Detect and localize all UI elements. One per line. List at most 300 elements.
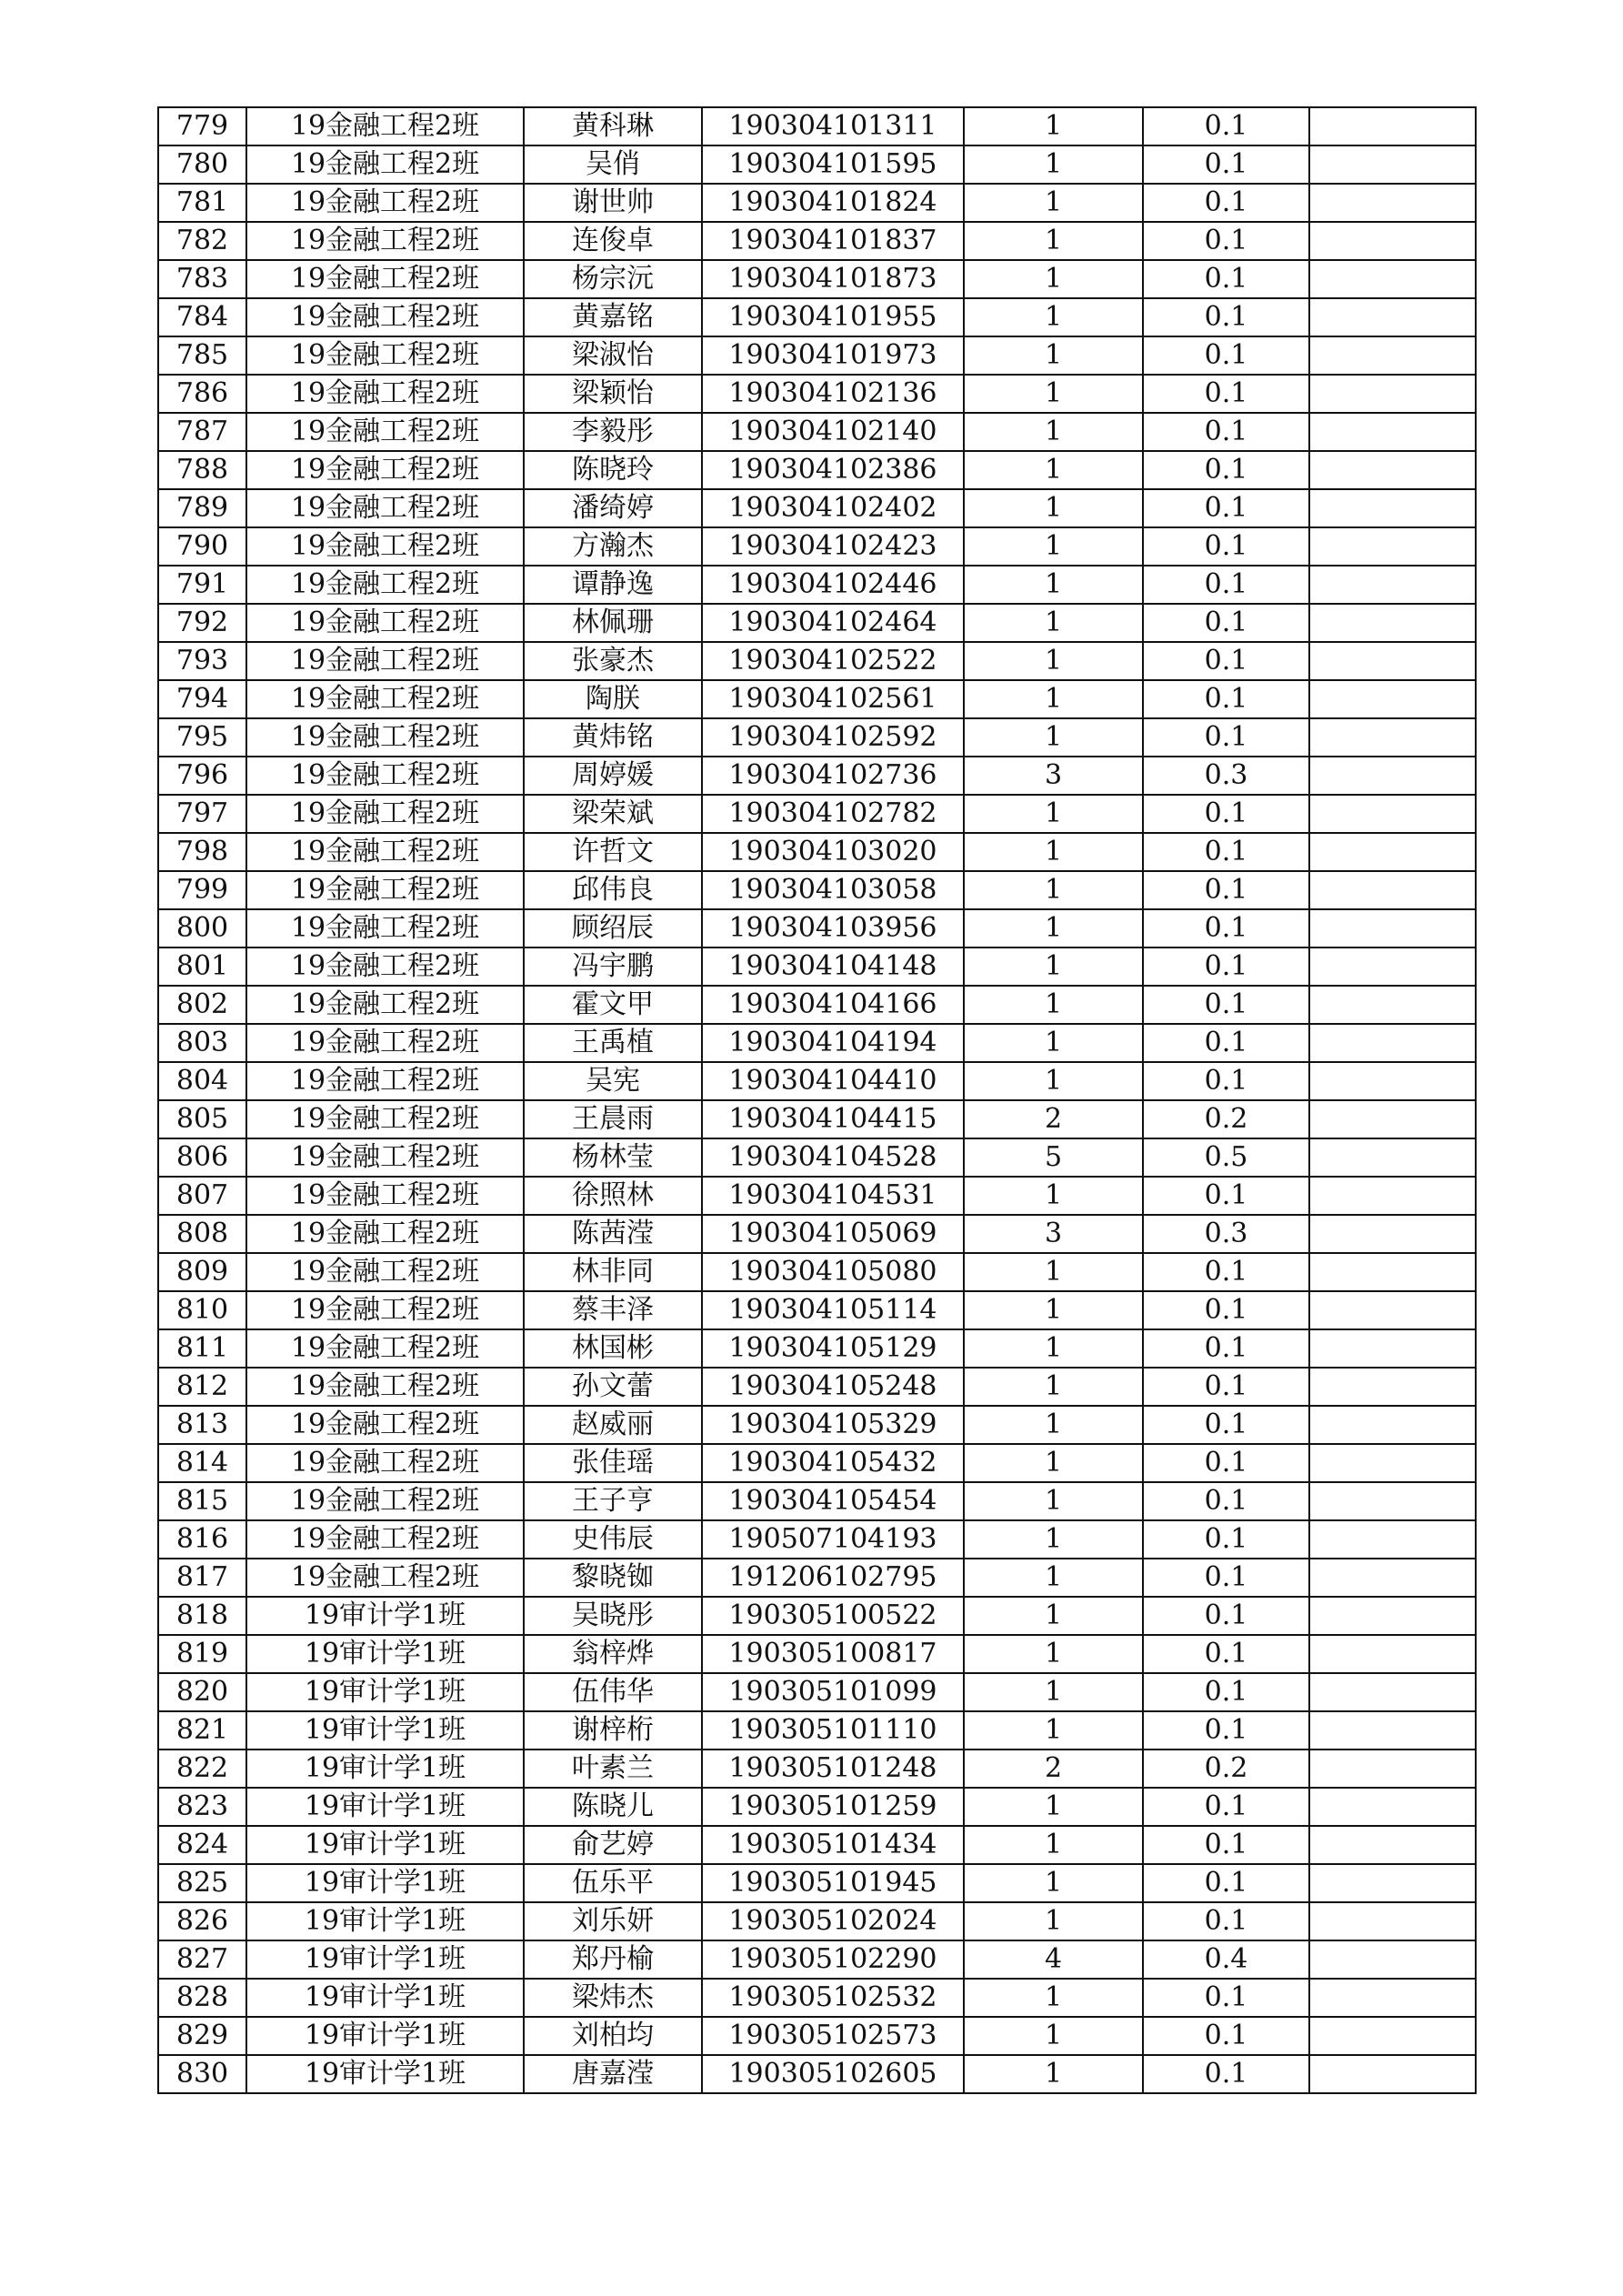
class-name-cell: 19金融工程2班 [246,375,524,413]
score-cell: 0.1 [1143,1788,1309,1826]
count-cell: 1 [964,527,1143,566]
student-name-cell: 翁梓烨 [524,1635,702,1673]
count-cell: 1 [964,1368,1143,1406]
count-cell: 3 [964,1215,1143,1253]
row-number-cell: 810 [158,1291,246,1329]
score-table [157,106,1477,2094]
class-name-cell: 19审计学1班 [246,2055,524,2093]
student-name-cell: 杨林莹 [524,1138,702,1177]
class-name-cell: 19审计学1班 [246,1979,524,2017]
row-number-cell: 786 [158,375,246,413]
score-cell: 0.1 [1143,642,1309,680]
table-row [158,184,1476,222]
table-row [158,1100,1476,1138]
student-id-cell: 190305101248 [702,1750,964,1788]
score-cell: 0.1 [1143,1444,1309,1482]
student-id-cell: 190304104410 [702,1062,964,1100]
count-cell: 1 [964,336,1143,375]
row-number-cell: 797 [158,795,246,833]
remark-cell [1309,1940,1476,1979]
score-cell: 0.1 [1143,1062,1309,1100]
table-row [158,566,1476,604]
student-id-cell: 190304105080 [702,1253,964,1291]
student-name-cell: 叶素兰 [524,1750,702,1788]
remark-cell [1309,1559,1476,1597]
student-name-cell: 郑丹榆 [524,1940,702,1979]
table-row [158,1902,1476,1940]
count-cell: 1 [964,1291,1143,1329]
class-name-cell: 19金融工程2班 [246,451,524,489]
student-name-cell: 王晨雨 [524,1100,702,1138]
student-name-cell: 梁颖怡 [524,375,702,413]
row-number-cell: 815 [158,1482,246,1520]
table-row [158,1368,1476,1406]
score-cell: 0.2 [1143,1100,1309,1138]
count-cell: 1 [964,909,1143,947]
count-cell: 1 [964,1482,1143,1520]
remark-cell [1309,909,1476,947]
score-cell: 0.1 [1143,413,1309,451]
remark-cell [1309,1864,1476,1902]
table-row [158,527,1476,566]
row-number-cell: 798 [158,833,246,871]
row-number-cell: 790 [158,527,246,566]
student-name-cell: 黄嘉铭 [524,298,702,336]
class-name-cell: 19金融工程2班 [246,1368,524,1406]
count-cell: 1 [964,1864,1143,1902]
score-cell: 0.1 [1143,947,1309,986]
remark-cell [1309,1673,1476,1711]
table-row [158,1291,1476,1329]
remark-cell [1309,1520,1476,1559]
table-row [158,1864,1476,1902]
score-cell: 0.1 [1143,2055,1309,2093]
class-name-cell: 19金融工程2班 [246,527,524,566]
remark-cell [1309,947,1476,986]
student-id-cell: 190304102592 [702,718,964,757]
row-number-cell: 795 [158,718,246,757]
table-row [158,298,1476,336]
student-id-cell: 190304105329 [702,1406,964,1444]
score-cell: 0.1 [1143,1291,1309,1329]
remark-cell [1309,489,1476,527]
remark-cell [1309,1100,1476,1138]
score-cell: 0.1 [1143,986,1309,1024]
count-cell: 1 [964,1177,1143,1215]
table-row [158,1940,1476,1979]
remark-cell [1309,757,1476,795]
count-cell: 1 [964,1406,1143,1444]
remark-cell [1309,871,1476,909]
table-row [158,947,1476,986]
row-number-cell: 796 [158,757,246,795]
count-cell: 1 [964,1597,1143,1635]
remark-cell [1309,604,1476,642]
class-name-cell: 19金融工程2班 [246,757,524,795]
count-cell: 1 [964,1520,1143,1559]
class-name-cell: 19金融工程2班 [246,947,524,986]
student-name-cell: 李毅彤 [524,413,702,451]
student-name-cell: 许哲文 [524,833,702,871]
score-cell: 0.1 [1143,566,1309,604]
row-number-cell: 784 [158,298,246,336]
table-row [158,1711,1476,1750]
student-name-cell: 陶朕 [524,680,702,718]
student-name-cell: 方瀚杰 [524,527,702,566]
student-name-cell: 吴晓彤 [524,1597,702,1635]
table-row [158,2055,1476,2093]
student-id-cell: 190304103058 [702,871,964,909]
remark-cell [1309,1711,1476,1750]
remark-cell [1309,1291,1476,1329]
student-id-cell: 190304105454 [702,1482,964,1520]
student-id-cell: 190305102290 [702,1940,964,1979]
row-number-cell: 817 [158,1559,246,1597]
table-row [158,1138,1476,1177]
score-cell: 0.1 [1143,1024,1309,1062]
class-name-cell: 19金融工程2班 [246,1406,524,1444]
remark-cell [1309,527,1476,566]
remark-cell [1309,1138,1476,1177]
table-row [158,986,1476,1024]
class-name-cell: 19金融工程2班 [246,833,524,871]
student-id-cell: 190304101311 [702,107,964,145]
student-name-cell: 谢世帅 [524,184,702,222]
student-id-cell: 190304101955 [702,298,964,336]
count-cell: 1 [964,1788,1143,1826]
row-number-cell: 816 [158,1520,246,1559]
row-number-cell: 794 [158,680,246,718]
score-cell: 0.1 [1143,336,1309,375]
table-row [158,1520,1476,1559]
remark-cell [1309,1750,1476,1788]
count-cell: 1 [964,2017,1143,2055]
count-cell: 1 [964,1444,1143,1482]
student-id-cell: 190305101259 [702,1788,964,1826]
table-row [158,1482,1476,1520]
student-name-cell: 潘绮婷 [524,489,702,527]
class-name-cell: 19审计学1班 [246,1635,524,1673]
student-id-cell: 190507104193 [702,1520,964,1559]
remark-cell [1309,2055,1476,2093]
student-id-cell: 190304102136 [702,375,964,413]
class-name-cell: 19审计学1班 [246,1597,524,1635]
class-name-cell: 19金融工程2班 [246,1177,524,1215]
score-cell: 0.1 [1143,1253,1309,1291]
student-id-cell: 190304104166 [702,986,964,1024]
table-row [158,909,1476,947]
class-name-cell: 19金融工程2班 [246,1520,524,1559]
row-number-cell: 804 [158,1062,246,1100]
table-row [158,833,1476,871]
remark-cell [1309,566,1476,604]
student-name-cell: 吴宪 [524,1062,702,1100]
count-cell: 1 [964,1902,1143,1940]
score-cell: 0.1 [1143,145,1309,184]
student-id-cell: 190304104528 [702,1138,964,1177]
remark-cell [1309,1597,1476,1635]
row-number-cell: 820 [158,1673,246,1711]
class-name-cell: 19金融工程2班 [246,871,524,909]
class-name-cell: 19金融工程2班 [246,1253,524,1291]
student-id-cell: 190304103956 [702,909,964,947]
table-row [158,451,1476,489]
row-number-cell: 802 [158,986,246,1024]
student-name-cell: 刘乐妍 [524,1902,702,1940]
row-number-cell: 830 [158,2055,246,2093]
score-cell: 0.1 [1143,2017,1309,2055]
table-row [158,680,1476,718]
table-row [158,1826,1476,1864]
remark-cell [1309,833,1476,871]
table-row [158,718,1476,757]
remark-cell [1309,2017,1476,2055]
count-cell: 1 [964,107,1143,145]
student-id-cell: 190304102561 [702,680,964,718]
score-cell: 0.1 [1143,604,1309,642]
remark-cell [1309,1902,1476,1940]
student-name-cell: 徐照林 [524,1177,702,1215]
student-id-cell: 190305102573 [702,2017,964,2055]
count-cell: 1 [964,260,1143,298]
score-cell: 0.1 [1143,833,1309,871]
count-cell: 1 [964,1329,1143,1368]
remark-cell [1309,1024,1476,1062]
student-id-cell: 190304101973 [702,336,964,375]
student-id-cell: 190305101434 [702,1826,964,1864]
row-number-cell: 808 [158,1215,246,1253]
student-name-cell: 伍乐平 [524,1864,702,1902]
class-name-cell: 19审计学1班 [246,1788,524,1826]
count-cell: 1 [964,871,1143,909]
score-cell: 0.1 [1143,1635,1309,1673]
student-name-cell: 孙文蕾 [524,1368,702,1406]
row-number-cell: 779 [158,107,246,145]
table-row [158,107,1476,145]
table-row [158,1329,1476,1368]
class-name-cell: 19金融工程2班 [246,909,524,947]
row-number-cell: 788 [158,451,246,489]
class-name-cell: 19金融工程2班 [246,260,524,298]
student-id-cell: 190304105248 [702,1368,964,1406]
student-name-cell: 顾绍辰 [524,909,702,947]
count-cell: 1 [964,2055,1143,2093]
student-id-cell: 190304102446 [702,566,964,604]
student-id-cell: 190304105069 [702,1215,964,1253]
class-name-cell: 19审计学1班 [246,1826,524,1864]
count-cell: 1 [964,718,1143,757]
count-cell: 1 [964,1062,1143,1100]
count-cell: 1 [964,795,1143,833]
remark-cell [1309,375,1476,413]
student-id-cell: 190305101099 [702,1673,964,1711]
class-name-cell: 19金融工程2班 [246,1138,524,1177]
row-number-cell: 825 [158,1864,246,1902]
class-name-cell: 19金融工程2班 [246,222,524,260]
table-row [158,1062,1476,1100]
score-cell: 0.1 [1143,871,1309,909]
count-cell: 1 [964,1635,1143,1673]
student-id-cell: 190304102736 [702,757,964,795]
student-id-cell: 190304102140 [702,413,964,451]
class-name-cell: 19金融工程2班 [246,1100,524,1138]
score-cell: 0.1 [1143,1902,1309,1940]
remark-cell [1309,1329,1476,1368]
class-name-cell: 19金融工程2班 [246,718,524,757]
table-row [158,1253,1476,1291]
class-name-cell: 19审计学1班 [246,2017,524,2055]
student-id-cell: 190304101824 [702,184,964,222]
score-cell: 0.1 [1143,527,1309,566]
row-number-cell: 789 [158,489,246,527]
student-id-cell: 190304102782 [702,795,964,833]
row-number-cell: 781 [158,184,246,222]
table-row [158,642,1476,680]
class-name-cell: 19金融工程2班 [246,1024,524,1062]
row-number-cell: 793 [158,642,246,680]
count-cell: 1 [964,1253,1143,1291]
class-name-cell: 19金融工程2班 [246,986,524,1024]
student-id-cell: 190304104148 [702,947,964,986]
count-cell: 1 [964,1673,1143,1711]
student-name-cell: 梁荣斌 [524,795,702,833]
student-id-cell: 190304103020 [702,833,964,871]
student-id-cell: 190304101837 [702,222,964,260]
score-table-body [158,107,1476,2093]
row-number-cell: 785 [158,336,246,375]
score-cell: 0.1 [1143,680,1309,718]
student-name-cell: 邱伟良 [524,871,702,909]
student-id-cell: 190305100817 [702,1635,964,1673]
row-number-cell: 818 [158,1597,246,1635]
row-number-cell: 809 [158,1253,246,1291]
score-cell: 0.2 [1143,1750,1309,1788]
score-cell: 0.5 [1143,1138,1309,1177]
count-cell: 1 [964,986,1143,1024]
student-name-cell: 张佳瑶 [524,1444,702,1482]
student-name-cell: 谢梓桁 [524,1711,702,1750]
row-number-cell: 787 [158,413,246,451]
student-name-cell: 谭静逸 [524,566,702,604]
count-cell: 1 [964,298,1143,336]
count-cell: 1 [964,1826,1143,1864]
class-name-cell: 19金融工程2班 [246,795,524,833]
count-cell: 1 [964,489,1143,527]
student-id-cell: 190305101945 [702,1864,964,1902]
student-name-cell: 伍伟华 [524,1673,702,1711]
row-number-cell: 780 [158,145,246,184]
class-name-cell: 19金融工程2班 [246,1329,524,1368]
row-number-cell: 814 [158,1444,246,1482]
table-row [158,2017,1476,2055]
score-cell: 0.1 [1143,1711,1309,1750]
row-number-cell: 806 [158,1138,246,1177]
table-row [158,336,1476,375]
table-row [158,871,1476,909]
student-name-cell: 林非同 [524,1253,702,1291]
remark-cell [1309,1406,1476,1444]
row-number-cell: 807 [158,1177,246,1215]
class-name-cell: 19审计学1班 [246,1711,524,1750]
row-number-cell: 811 [158,1329,246,1368]
student-name-cell: 王禹植 [524,1024,702,1062]
student-id-cell: 190304105129 [702,1329,964,1368]
row-number-cell: 803 [158,1024,246,1062]
score-cell: 0.1 [1143,375,1309,413]
count-cell: 1 [964,1979,1143,2017]
student-name-cell: 梁炜杰 [524,1979,702,2017]
count-cell: 1 [964,413,1143,451]
count-cell: 3 [964,757,1143,795]
remark-cell [1309,1253,1476,1291]
score-cell: 0.3 [1143,1215,1309,1253]
remark-cell [1309,642,1476,680]
table-row [158,604,1476,642]
class-name-cell: 19金融工程2班 [246,604,524,642]
score-cell: 0.1 [1143,795,1309,833]
student-name-cell: 周婷媛 [524,757,702,795]
student-name-cell: 陈晓玲 [524,451,702,489]
class-name-cell: 19审计学1班 [246,1902,524,1940]
class-name-cell: 19金融工程2班 [246,107,524,145]
count-cell: 1 [964,451,1143,489]
score-cell: 0.1 [1143,107,1309,145]
remark-cell [1309,1062,1476,1100]
student-id-cell: 190304102386 [702,451,964,489]
remark-cell [1309,718,1476,757]
student-name-cell: 蔡丰泽 [524,1291,702,1329]
count-cell: 1 [964,947,1143,986]
student-id-cell: 191206102795 [702,1559,964,1597]
remark-cell [1309,1482,1476,1520]
class-name-cell: 19审计学1班 [246,1864,524,1902]
table-row [158,413,1476,451]
table-row [158,1597,1476,1635]
remark-cell [1309,184,1476,222]
score-cell: 0.1 [1143,489,1309,527]
table-row [158,1750,1476,1788]
score-cell: 0.1 [1143,1673,1309,1711]
row-number-cell: 782 [158,222,246,260]
table-row [158,222,1476,260]
remark-cell [1309,680,1476,718]
student-name-cell: 杨宗沅 [524,260,702,298]
row-number-cell: 791 [158,566,246,604]
student-id-cell: 190304102423 [702,527,964,566]
student-name-cell: 黎晓铷 [524,1559,702,1597]
score-cell: 0.1 [1143,1979,1309,2017]
class-name-cell: 19金融工程2班 [246,1062,524,1100]
student-id-cell: 190305100522 [702,1597,964,1635]
score-cell: 0.1 [1143,1406,1309,1444]
row-number-cell: 800 [158,909,246,947]
table-row [158,1444,1476,1482]
table-row [158,145,1476,184]
score-cell: 0.1 [1143,298,1309,336]
student-name-cell: 吴俏 [524,145,702,184]
count-cell: 1 [964,566,1143,604]
remark-cell [1309,1826,1476,1864]
row-number-cell: 821 [158,1711,246,1750]
row-number-cell: 828 [158,1979,246,2017]
count-cell: 1 [964,375,1143,413]
table-row [158,1024,1476,1062]
remark-cell [1309,1788,1476,1826]
remark-cell [1309,1215,1476,1253]
class-name-cell: 19金融工程2班 [246,489,524,527]
table-row [158,260,1476,298]
student-name-cell: 梁淑怡 [524,336,702,375]
